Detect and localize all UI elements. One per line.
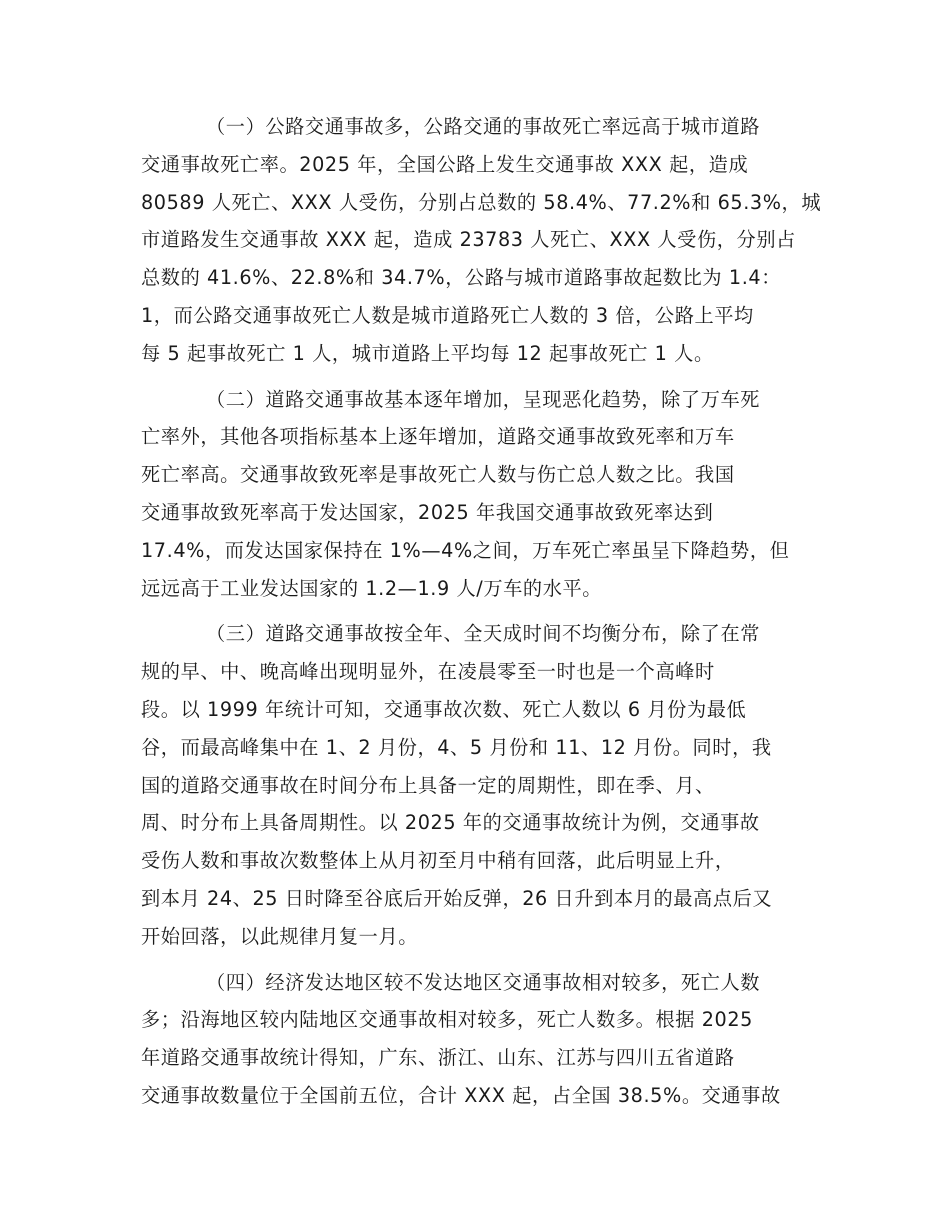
text-line: 死亡率高。交通事故致死率是事故死亡人数与伤亡总人数之比。我国 bbox=[141, 463, 735, 487]
text-line: （二）道路交通事故基本逐年增加，呈现恶化趋势，除了万车死 bbox=[206, 387, 761, 411]
text-line: 市道路发生交通事故 XXX 起，造成 23783 人死亡、XXX 人受伤，分别占 bbox=[141, 228, 796, 252]
text-line: （四）经济发达地区较不发达地区交通事故相对较多，死亡人数 bbox=[206, 970, 761, 994]
text-line: 段。以 1999 年统计可知，交通事故次数、死亡人数以 6 月份为最低 bbox=[141, 697, 747, 721]
text-line: 年道路交通事故统计得知，广东、浙江、山东、江苏与四川五省道路 bbox=[141, 1046, 735, 1070]
paragraph-3 bbox=[141, 615, 811, 955]
text-line: 1，而公路交通事故死亡人数是城市道路死亡人数的 3 倍，公路上平均 bbox=[141, 303, 754, 327]
text-line: 多；沿海地区较内陆地区交通事故相对较多，死亡人数多。根据 2025 bbox=[141, 1008, 753, 1032]
text-line: 亡率外，其他各项指标基本上逐年增加，道路交通事故致死率和万车 bbox=[141, 425, 735, 449]
text-line: 交通事故死亡率。2025 年，全国公路上发生交通事故 XXX 起，造成 bbox=[141, 152, 749, 176]
text-line: 17.4%，而发达国家保持在 1%—4%之间，万车死亡率虽呈下降趋势，但 bbox=[141, 538, 790, 562]
text-line: （一）公路交通事故多，公路交通的事故死亡率远高于城市道路 bbox=[206, 115, 761, 138]
text-line: 周、时分布上具备周期性。以 2025 年的交通事故统计为例，交通事故 bbox=[141, 811, 760, 835]
text-line: 规的早、中、晚高峰出现明显外，在凌晨零至一时也是一个高峰时 bbox=[141, 660, 715, 684]
text-line: 80589 人死亡、XXX 人受伤，分别占总数的 58.4%、77.2%和 65.3%，城 bbox=[141, 190, 822, 214]
text-line: 总数的 41.6%、22.8%和 34.7%，公路与城市道路事故起数比为 1.4： bbox=[141, 266, 782, 290]
paragraph-2 bbox=[141, 381, 811, 608]
document-body bbox=[141, 108, 822, 1123]
text-line: （三）道路交通事故按全年、全天成时间不均衡分布，除了在常 bbox=[206, 622, 761, 646]
paragraph-1 bbox=[141, 108, 822, 373]
text-line: 开始回落，以此规律月复一月。 bbox=[141, 924, 419, 948]
paragraph-4 bbox=[141, 964, 811, 1115]
text-line: 每 5 起事故死亡 1 人，城市道路上平均每 12 起事故死亡 1 人。 bbox=[141, 341, 714, 365]
text-line: 交通事故致死率高于发达国家，2025 年我国交通事故致死率达到 bbox=[141, 500, 714, 524]
text-line: 到本月 24、25 日时降至谷底后开始反弹，26 日升到本月的最高点后又 bbox=[141, 886, 773, 910]
text-line: 国的道路交通事故在时间分布上具备一定的周期性，即在季、月、 bbox=[141, 773, 715, 797]
text-line: 远远高于工业发达国家的 1.2—1.9 人/万车的水平。 bbox=[141, 576, 603, 600]
text-line: 谷，而最高峰集中在 1、2 月份，4、5 月份和 11、12 月份。同时，我 bbox=[141, 735, 772, 759]
text-line: 受伤人数和事故次数整体上从月初至月中稍有回落，此后明显上升， bbox=[141, 849, 735, 873]
text-line: 交通事故数量位于全国前五位，合计 XXX 起，占全国 38.5%。交通事故 bbox=[141, 1083, 781, 1107]
